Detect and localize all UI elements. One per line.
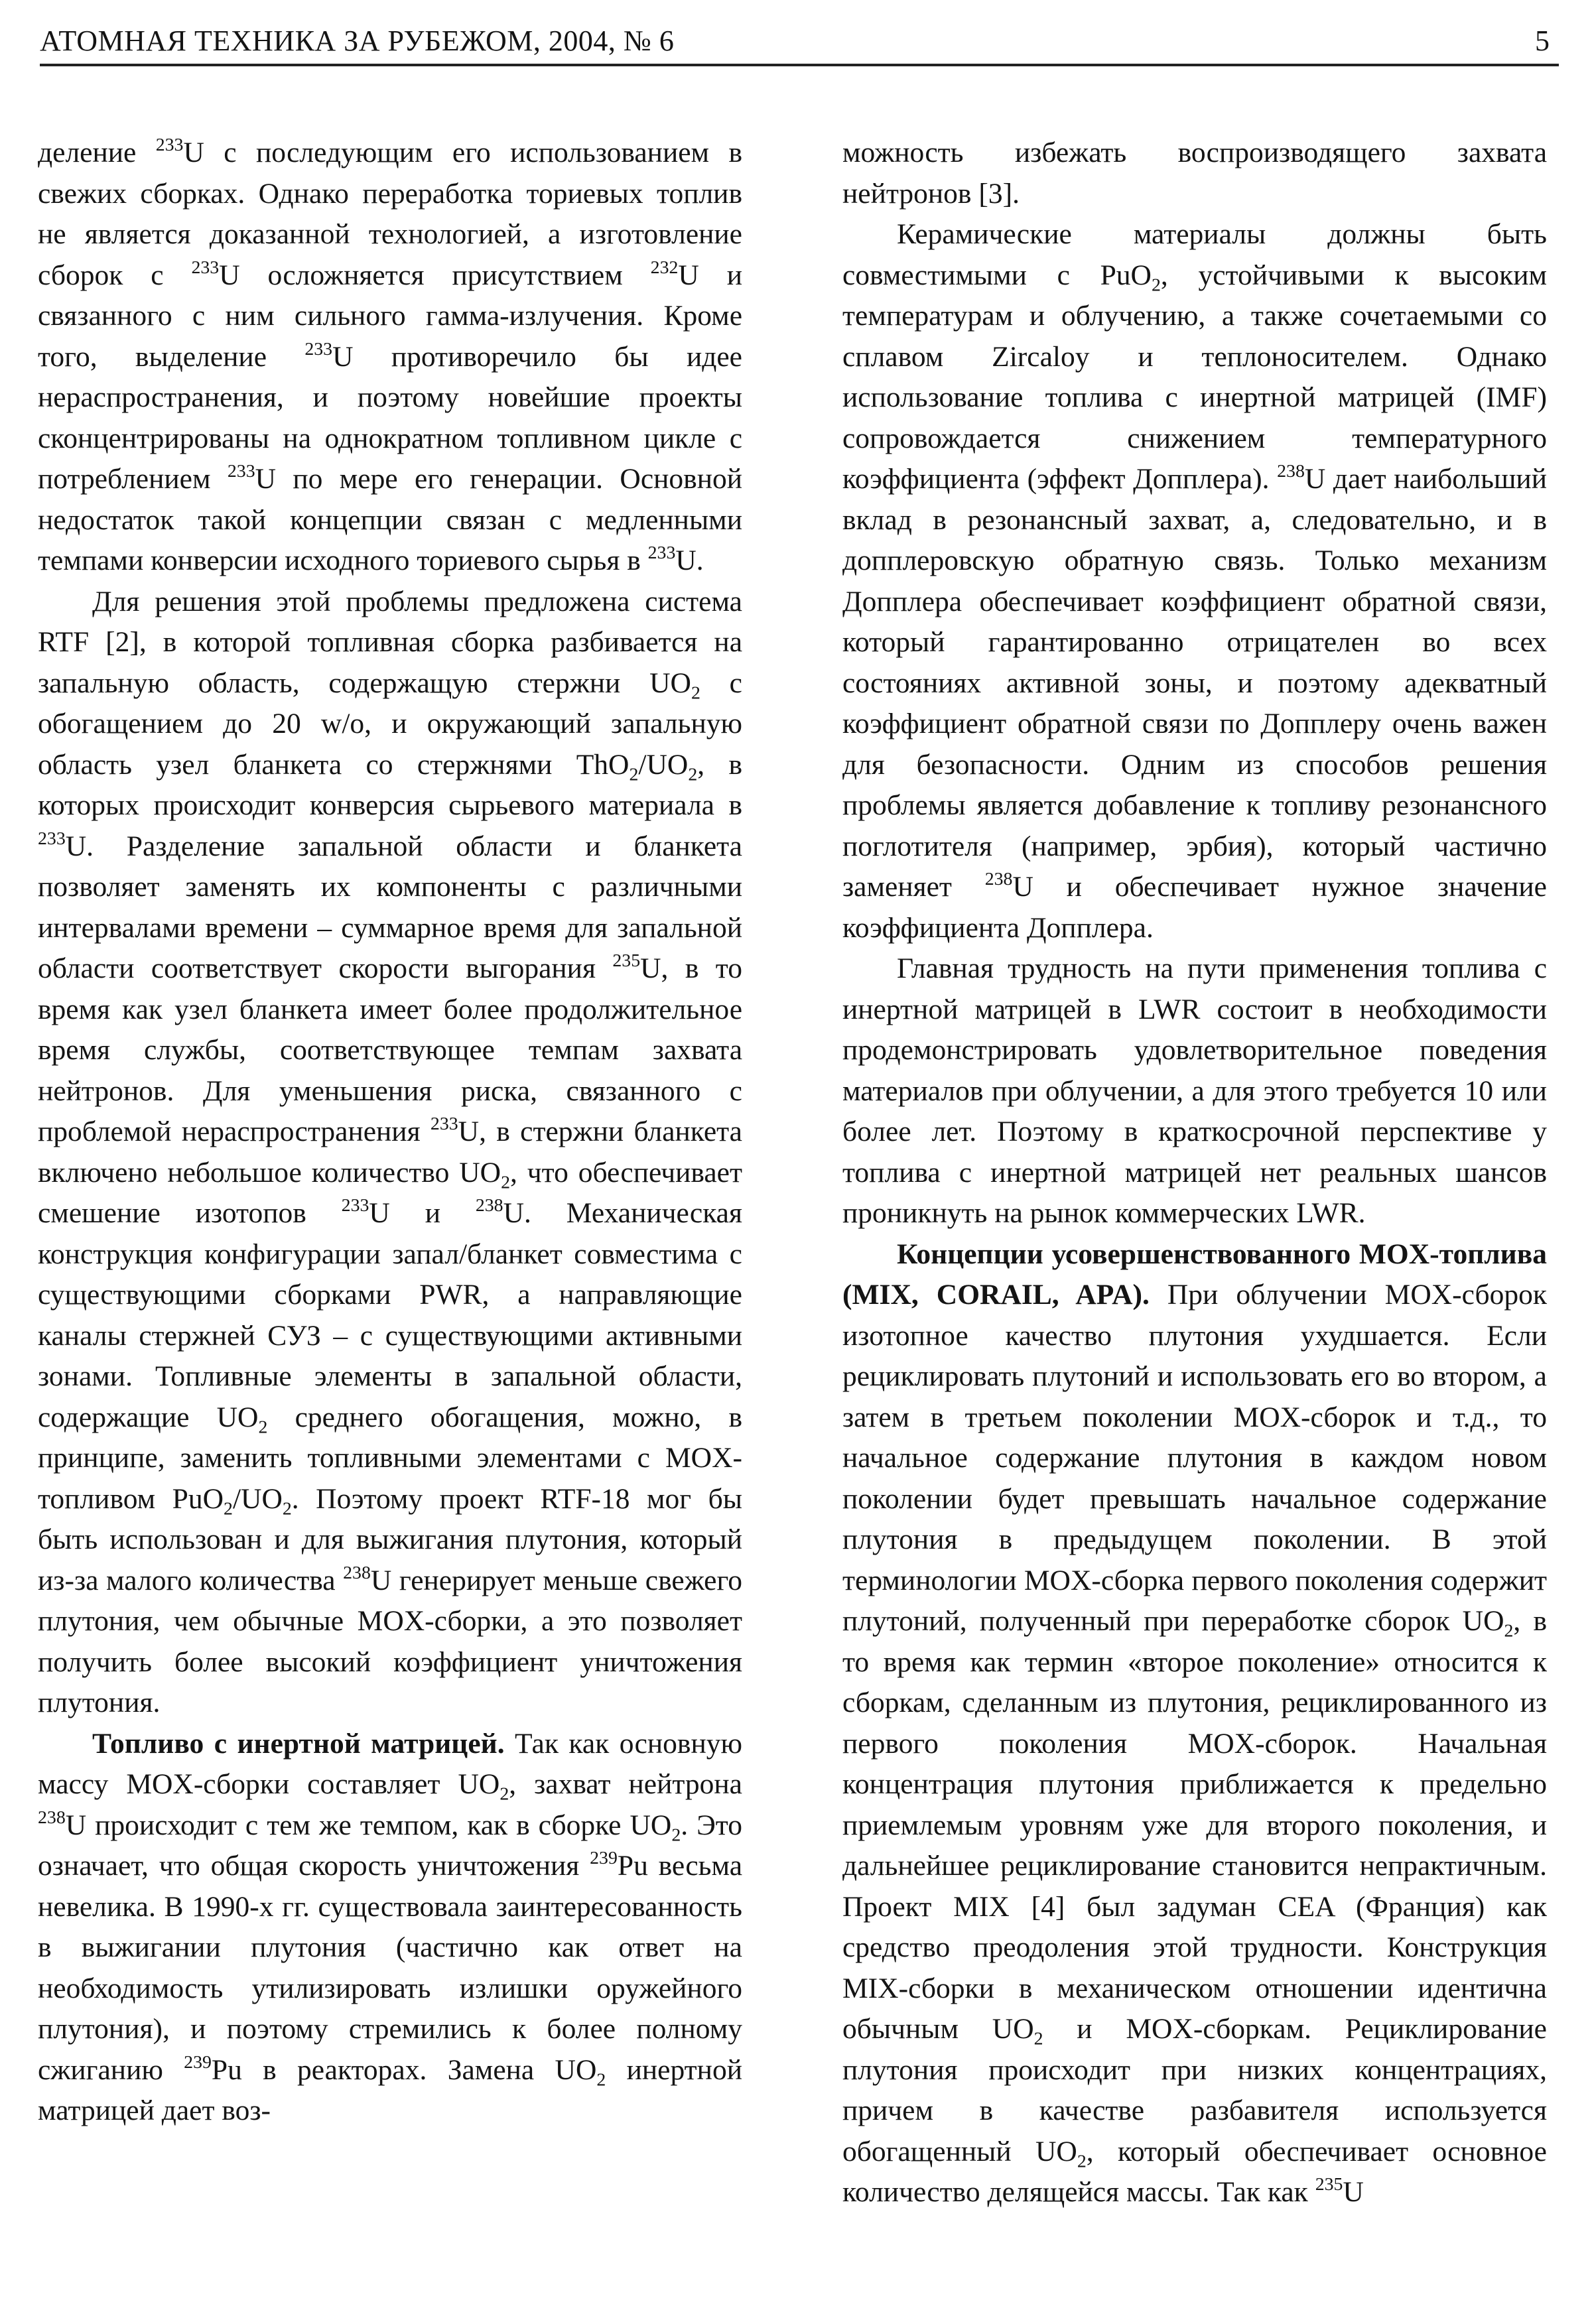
paragraph-lwr-difficulty: Главная трудность на пути применения топлива с инертной матрицей в LWR состоит в необходимости продемонстрировать удовлетворительное поведения материалов при облучении, а для этого требуется 10 или более лет. Поэтому в краткосрочной перспективе у топлива с инертной матрицей нет реальных шансов проникнуть на рынок коммерческих LWR. [842, 952, 1547, 1229]
paragraph-rtf-system: Для решения этой проблемы предложена система RTF [2], в которой топливная сборка разбивается на запальную область, содержащую стержни $UO_2$ с обогащением до 20 w/o, и окружающий запальную область узел бланкета со стержнями $ThO_2/UO_2$, в которых происходит конверсия сырьевого материала в $^{233}$U. Разделение запальной области и бланкета позволяет заменять их компоненты с различными интервалами времени – суммарное время для запальной области соответствует скорости выгорания $^{235}$U, в то время как узел бланкета имеет более продолжительное время службы, соответствующее темпам захвата нейтронов. Для уменьшения риска, связанного с проблемой нераспространения $^{233}$U, в стержни бланкета включено небольшое количество $UO_2$, что обеспечивает смешение изотопов $^{233}$U и $^{238}$U. Механическая конструкция конфигурации запал/бланкет совместима с существующими сборками PWR, а направляющие каналы стержней СУЗ – с существующими активными зонами. Топливные элементы в запальной области, содержащие $UO_2$ среднего обогащения, можно, в принципе, заменить топливными элементами с MOX-топливом $PuO_2/UO_2$. Поэтому проект RTF-18 мог бы быть использован и для выжигания плутония, который из-за малого количества $^{238}$U генерирует меньше свежего плутония, чем обычные MOX-сборки, а это позволяет получить более высокий коэффициент уничтожения плутония. [38, 585, 742, 1718]
paragraph-ceramic-materials: Керамические материалы должны быть совместимыми с PuO$_2$, устойчивыми к высоким температурам и облучению, а также сочетаемыми со сплавом Zircaloy и теплоносителем. Однако использование топлива с инертной матрицей (IMF) сопровождается снижением температурного коэффициента (эффект Допплера). $^{238}$U дает наибольший вклад в резонансный захват, а, следовательно, и в допплеровскую обратную связь. Только механизм Допплера обеспечивает коэффициент обратной связи, который гарантированно отрицателен во всех состояниях активной зоны, и поэтому адекватный коэффициент обратной связи по Допплеру очень важен для безопасности. Одним из способов решения проблемы является добавление к топливу резонансного поглотителя (например, эрбия), который частично заменяет $^{238}$U и обеспечивает нужное значение коэффициента Допплера. [842, 218, 1548, 944]
section-heading-inert-matrix: Топливо с инертной матрицей. [92, 1727, 505, 1760]
left-column [38, 133, 742, 2132]
paragraph-inert-matrix-fuel: Топливо с инертной матрицей. Так как основную массу MOX-сборки составляет $UO_2$, захват нейтрона $^{238}$U происходит с тем же темпом, как в сборке $UO_2$. Это означает, что общая скорость уничтожения $^{239}$Pu весьма невелика. В 1990-х гг. существовала заинтересованность в выжигании плутония (частично как ответ на необходимость утилизировать излишки оружейного плутония), и поэтому стремились к более полному сжиганию $^{239}$Pu в реакторах. Замена $UO_2$ инертной матрицей дает воз- [38, 1727, 742, 2126]
right-column [842, 133, 1547, 2213]
paragraph-capture-continuation: можность избежать воспроизводящего захвата нейтронов [3]. [842, 137, 1547, 210]
paragraph-advanced-mox: Концепции усовершенствованного MOX-топлива (MIX, CORAIL, APA). При облучении MOX-сборок изотопное качество плутония ухудшается. Если рециклировать плутоний и использовать его во втором, а затем в третьем поколении MOX-сборок и т.д., то начальное содержание плутония в каждом новом поколении будет превышать начальное содержание плутония в предыдущем поколении. В этой терминологии MOX-сборка первого поколения содержит плутоний, полученный при переработке сборок $UO_2$, в то время как термин «второе поколение» относится к сборкам, сделанным из плутония, рециклированного из первого поколения MOX-сборок. Начальная концентрация плутония приближается к предельно приемлемым уровням уже для второго поколения, и дальнейшее рециклирование становится непрактичным. Проект MIX [4] был задуман CEA (Франция) как средство преодоления этой трудности. Конструкция MIX-сборки в механическом отношении идентична обычным $UO_2$ и MOX-сборкам. Рециклирование плутония происходит при низких концентрациях, причем в качестве разбавителя используется обогащенный $UO_2$, который обеспечивает основное количество делящейся массы. Так как $^{235}$U [842, 1238, 1548, 2208]
journal-title: АТОМНАЯ ТЕХНИКА ЗА РУБЕЖОМ, 2004, № 6 [40, 25, 675, 57]
section-heading-advanced-mox: Концепции усовершенствованного MOX-топлива (MIX, CORAIL, APA). [842, 1238, 1547, 1311]
running-header [40, 19, 1559, 66]
page-number: 5 [1535, 25, 1550, 57]
paragraph-thorium-continuation: деление $^{233}$U с последующим его использованием в свежих сборках. Однако переработка ториевых топлив не является доказанной технологией, а изготовление сборок с $^{233}$U осложняется присутствием $^{232}$U и связанного с ним сильного гамма-излучения. Кроме того, выделение $^{233}$U противоречило бы идее нераспространения, и поэтому новейшие проекты сконцентрированы на однократном топливном цикле с потреблением $^{233}$U по мере его генерации. Основной недостаток такой концепции связан с медленными темпами конверсии исходного ториевого сырья в $^{233}$U. [38, 135, 742, 576]
